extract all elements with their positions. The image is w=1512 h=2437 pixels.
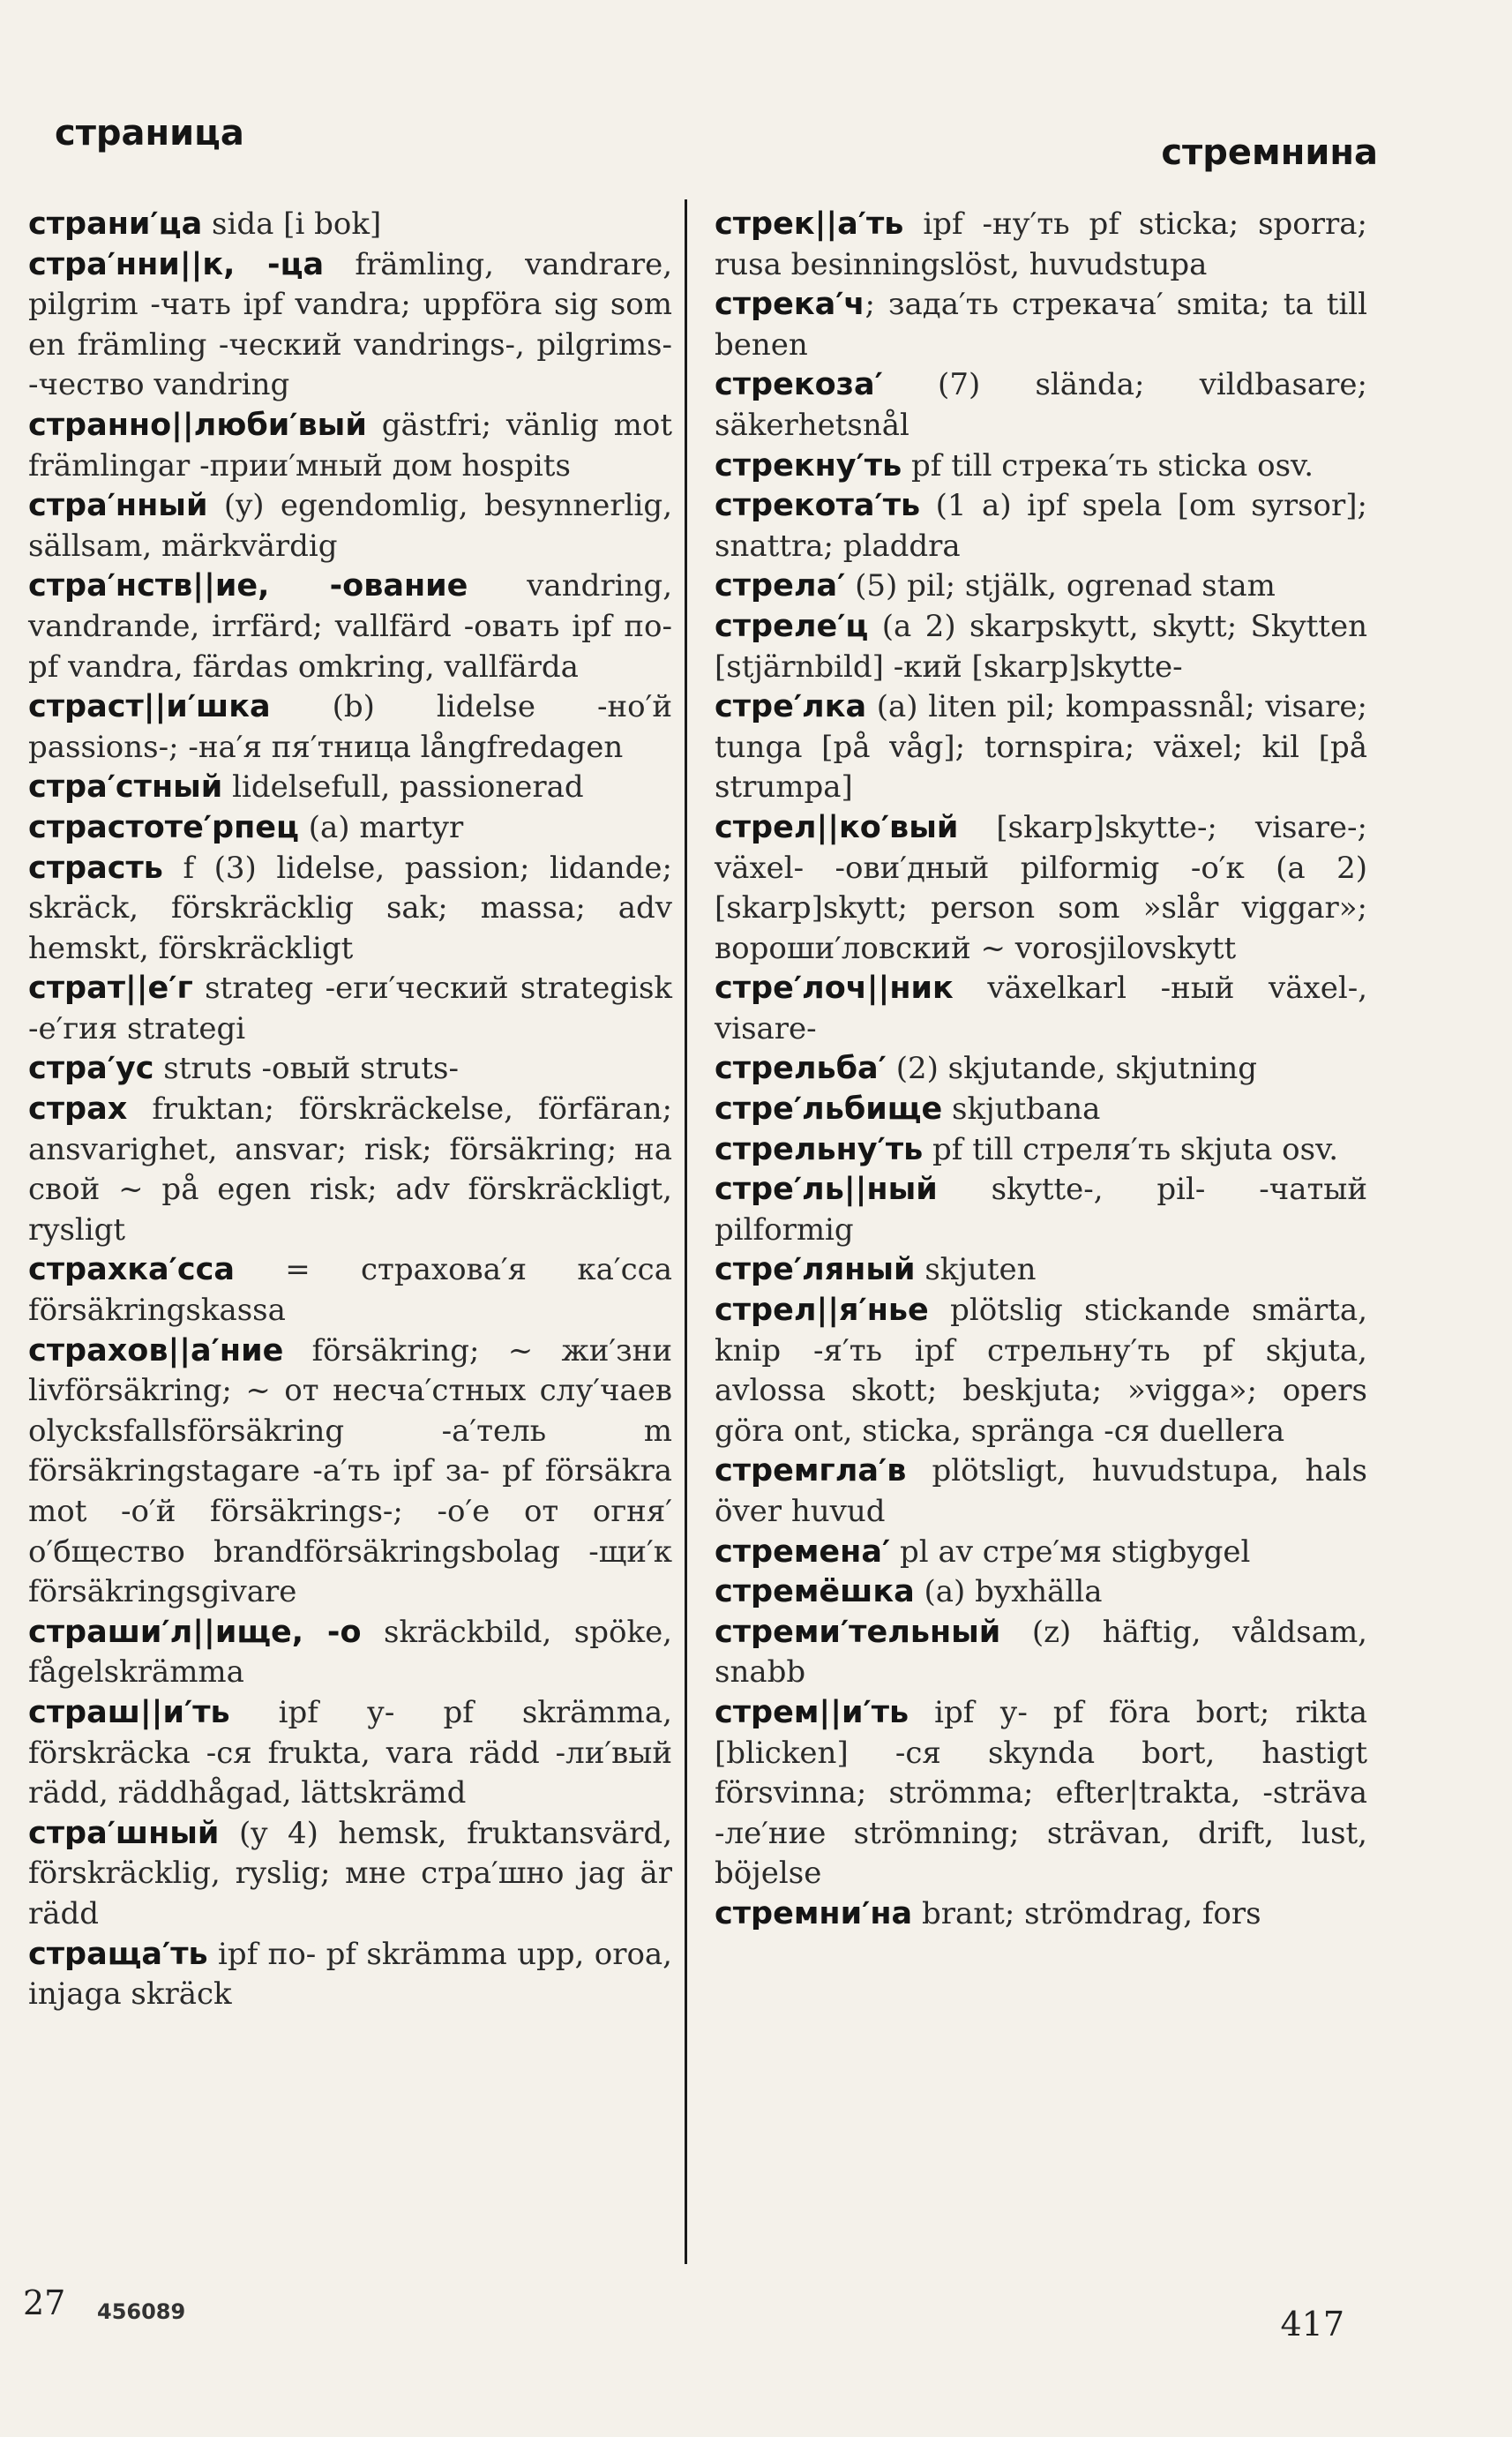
dictionary-entry xyxy=(715,1693,1367,1894)
entry-headword: стремена′ xyxy=(715,1533,891,1570)
dictionary-entry xyxy=(715,1894,1367,1935)
entry-definition: främling, vandrare, pilgrim -чать ipf vandra; uppföra sig som en främling -ческий vandrings-, pilgrims- -чество vandring xyxy=(28,246,673,403)
entry-definition: (y 4) hemsk, fruktansvärd, förskräcklig, ryslig; мне стра′шно jag är rädd xyxy=(28,1815,672,1931)
entry-headword: страст||и′шка xyxy=(28,689,271,725)
entry-headword: стра′ус xyxy=(28,1051,154,1087)
entry-headword: стрельба′ xyxy=(715,1051,887,1087)
dictionary-entry xyxy=(715,205,1367,285)
entry-definition: plötsligt, huvudstupa, hals över huvud xyxy=(715,1453,1367,1529)
dictionary-entry xyxy=(715,566,1367,607)
dictionary-entry xyxy=(28,1613,672,1693)
entry-definition: (b) lidelse -но′й passions-; -на′я пя′тница långfredagen xyxy=(28,689,672,765)
entry-definition: försäkring; ~ жи′зни livförsäkring; ~ от несча′стных слу′чаев olycksfallsförsäkring -а′тель m försäkringstagare -а′ть ipf за- pf försäkra mot -о′й försäkrings-; -о′е от огня′ о′бщество brandförsäkringsbolag -щи′к försäkringsgivare xyxy=(28,1332,672,1610)
entry-headword: страща′ть xyxy=(28,1936,208,1972)
dictionary-entry xyxy=(28,205,672,245)
entry-headword: стремни′на xyxy=(715,1895,913,1931)
dictionary-entry xyxy=(715,1291,1367,1451)
entry-definition: = страхова′я ка′сса försäkringskassa xyxy=(28,1252,672,1329)
entry-definition: vandring, vandrande, irrfärd; vallfärd -овать ipf по- pf vandra, färdas omkring, vallfärda xyxy=(28,568,672,685)
dictionary-entry xyxy=(28,1090,672,1250)
entry-definition: strateg -еги′ческий strategisk -е′гия strategi xyxy=(28,971,672,1046)
entry-headword: страстоте′рпец xyxy=(28,809,299,845)
dictionary-entry xyxy=(28,849,672,970)
dictionary-entry xyxy=(715,808,1367,969)
dictionary-entry xyxy=(28,245,672,406)
dictionary-entry xyxy=(715,446,1367,487)
entry-headword: стрел||я′нье xyxy=(715,1293,929,1329)
dictionary-entry xyxy=(715,1451,1367,1532)
page-header-left: страница xyxy=(55,113,244,154)
entry-headword: стрела′ xyxy=(715,568,846,604)
right-page-number: 417 xyxy=(1280,2305,1344,2343)
entry-headword: стрек||а′ть xyxy=(715,206,904,242)
entry-headword: страх xyxy=(28,1091,128,1128)
dictionary-entry xyxy=(28,566,672,687)
dictionary-entry xyxy=(28,406,672,486)
entry-headword: стреми′тельный xyxy=(715,1614,1001,1650)
entry-headword: стра′нный xyxy=(28,488,208,524)
dictionary-entry xyxy=(715,969,1367,1049)
entry-headword: страш||и′ть xyxy=(28,1694,230,1730)
entry-headword: странно||люби′вый xyxy=(28,407,367,443)
dictionary-entry xyxy=(715,1090,1367,1130)
dictionary-entry xyxy=(715,1049,1367,1090)
entry-headword: страхов||а′ние xyxy=(28,1332,284,1368)
entry-headword: стрел||ко′вый xyxy=(715,809,959,845)
entry-headword: стре′лка xyxy=(715,689,867,725)
entry-headword: страни′ца xyxy=(28,206,203,242)
dictionary-entry xyxy=(28,768,672,808)
left-column xyxy=(28,205,672,2015)
dictionary-entry xyxy=(715,1170,1367,1250)
entry-definition: gästfri; vänlig mot främlingar -прии′мный дом hospits xyxy=(28,407,672,484)
entry-definition: (2) skjutande, skjutning xyxy=(886,1051,1258,1087)
entry-definition: (y) egendomlig, besynnerlig, sällsam, märkvärdig xyxy=(28,488,672,564)
dictionary-entry xyxy=(715,365,1367,446)
entry-definition: f (3) lidelse, passion; lidande; skräck, förskräcklig sak; massa; adv hemskt, förskräckligt xyxy=(28,850,672,966)
entry-definition: (a) martyr xyxy=(298,809,464,845)
dictionary-entry xyxy=(715,1572,1367,1613)
dictionary-entry xyxy=(715,486,1367,566)
column-rule xyxy=(685,199,687,2264)
dictionary-entry xyxy=(28,486,672,566)
entry-headword: стра′стный xyxy=(28,769,223,806)
entry-headword: стрекну′ть xyxy=(715,447,902,484)
dictionary-entry xyxy=(28,1814,672,1935)
entry-headword: страсть xyxy=(28,850,163,886)
dictionary-entry xyxy=(715,285,1367,365)
dictionary-entry xyxy=(715,607,1367,687)
dictionary-entry xyxy=(28,808,672,849)
dictionary-entry xyxy=(28,969,672,1049)
entry-headword: страт||е′г xyxy=(28,971,193,1007)
entry-definition: växelkarl -ный växel-, visare- xyxy=(715,971,1367,1046)
dictionary-entry xyxy=(715,1250,1367,1291)
entry-headword: стра′нни||к, -ца xyxy=(28,246,325,282)
entry-headword: стремёшка xyxy=(715,1574,915,1610)
dictionary-entry xyxy=(28,1049,672,1090)
entry-definition: (1 a) ipf spela [om syrsor]; snattra; pladdra xyxy=(715,488,1367,564)
entry-headword: стре′ляный xyxy=(715,1252,916,1288)
entry-headword: стрекоза′ xyxy=(715,367,883,403)
dictionary-entry xyxy=(715,1130,1367,1171)
dictionary-entry xyxy=(715,1613,1367,1693)
entry-definition: fruktan; förskräckelse, förfäran; ansvarighet, ansvar; risk; försäkring; на свой ~ på egen risk; adv förskräckligt, rysligt xyxy=(28,1091,672,1248)
entry-definition: ; зада′ть стрекача′ smita; ta till benen xyxy=(715,287,1367,363)
entry-headword: стре′льбище xyxy=(715,1091,943,1128)
entry-definition: (z) häftig, våldsam, snabb xyxy=(715,1614,1367,1691)
dictionary-entry xyxy=(28,1250,672,1331)
entry-definition: (5) pil; stjälk, ogrenad stam xyxy=(845,568,1276,604)
right-column xyxy=(715,205,1367,1935)
entry-definition: struts -овый struts- xyxy=(153,1051,459,1087)
entry-headword: страши′л||ище, -о xyxy=(28,1614,362,1650)
entry-definition: [skarp]skytte-; visare-; växel- -ови′дный pilformig -о′к (a 2) [skarp]skytt; person som »slår viggar»; вороши′ловский ~ vorosjilovskytt xyxy=(715,809,1367,966)
entry-definition: brant; strömdrag, fors xyxy=(912,1895,1261,1931)
page-header-right: стремнина xyxy=(1161,132,1378,173)
entry-headword: стреле′ц xyxy=(715,608,869,644)
entry-definition: pf till стрека′ть sticka osv. xyxy=(902,447,1314,484)
entry-headword: стра′шный xyxy=(28,1815,220,1851)
entry-headword: стре′лоч||ник xyxy=(715,971,954,1007)
entry-headword: стре′ль||ный xyxy=(715,1172,938,1208)
entry-definition: (a 2) skarpskytt, skytt; Skytten [stjärnbild] -кий [skarp]skytte- xyxy=(715,608,1367,685)
dictionary-entry xyxy=(715,1533,1367,1573)
entry-definition: (7) slända; vildbasare; säkerhetsnål xyxy=(715,367,1367,443)
entry-headword: стрека′ч xyxy=(715,287,865,323)
entry-definition: ipf по- pf skrämma upp, oroa, injaga skräck xyxy=(28,1936,672,2013)
dictionary-entry xyxy=(28,1693,672,1814)
entry-definition: pf till стреля′ть skjuta osv. xyxy=(923,1131,1339,1167)
entry-headword: стрем||и′ть xyxy=(715,1694,909,1730)
entry-headword: стрекота′ть xyxy=(715,488,921,524)
entry-definition: (a) byxhälla xyxy=(914,1574,1103,1610)
entry-definition: lidelsefull, passionerad xyxy=(222,769,584,806)
entry-definition: ipf у- pf föra bort; rikta [blicken] -ся skynda bort, hastigt försvinna; strömma; efter|trakta, -sträva -ле′ние strömning; strävan, drift, lust, böjelse xyxy=(715,1694,1367,1892)
entry-definition: skjutbana xyxy=(942,1091,1101,1128)
entry-definition: pl av стре′мя stigbygel xyxy=(890,1533,1251,1570)
entry-definition: plötslig stickande smärta, knip -я′ть ipf стрельну′ть pf skjuta, avlossa skott; beskjuta; »vigga»; opers göra ont, sticka, spränga -ся duellera xyxy=(715,1293,1367,1449)
entry-definition: sida [i bok] xyxy=(202,206,382,242)
left-page-number: 27 xyxy=(23,2283,66,2322)
entry-definition: (a) liten pil; kompassnål; visare; tunga [på våg]; tornspira; växel; kil [på strumpa] xyxy=(715,689,1367,806)
dictionary-entry xyxy=(715,687,1367,808)
print-code: 456089 xyxy=(97,2299,186,2324)
entry-definition: skräckbild, spöke, fågelskrämma xyxy=(28,1614,672,1691)
entry-definition: skjuten xyxy=(915,1252,1037,1288)
dictionary-entry xyxy=(28,687,672,768)
entry-headword: страхка′сса xyxy=(28,1252,235,1288)
entry-definition: skytte-, pil- -чатый pilformig xyxy=(715,1172,1367,1248)
dictionary-entry xyxy=(28,1935,672,2015)
entry-headword: стра′нств||ие, -ование xyxy=(28,568,468,604)
entry-headword: стремгла′в xyxy=(715,1453,907,1489)
entry-headword: стрельну′ть xyxy=(715,1131,924,1167)
entry-definition: ipf у- pf skrämma, förskräcka -ся frukta, vara rädd -ли′вый rädd, räddhågad, lättskrämd xyxy=(28,1694,672,1811)
entry-definition: ipf -ну′ть pf sticka; sporra; rusa besinningslöst, huvudstupa xyxy=(715,206,1367,282)
dictionary-entry xyxy=(28,1331,672,1613)
